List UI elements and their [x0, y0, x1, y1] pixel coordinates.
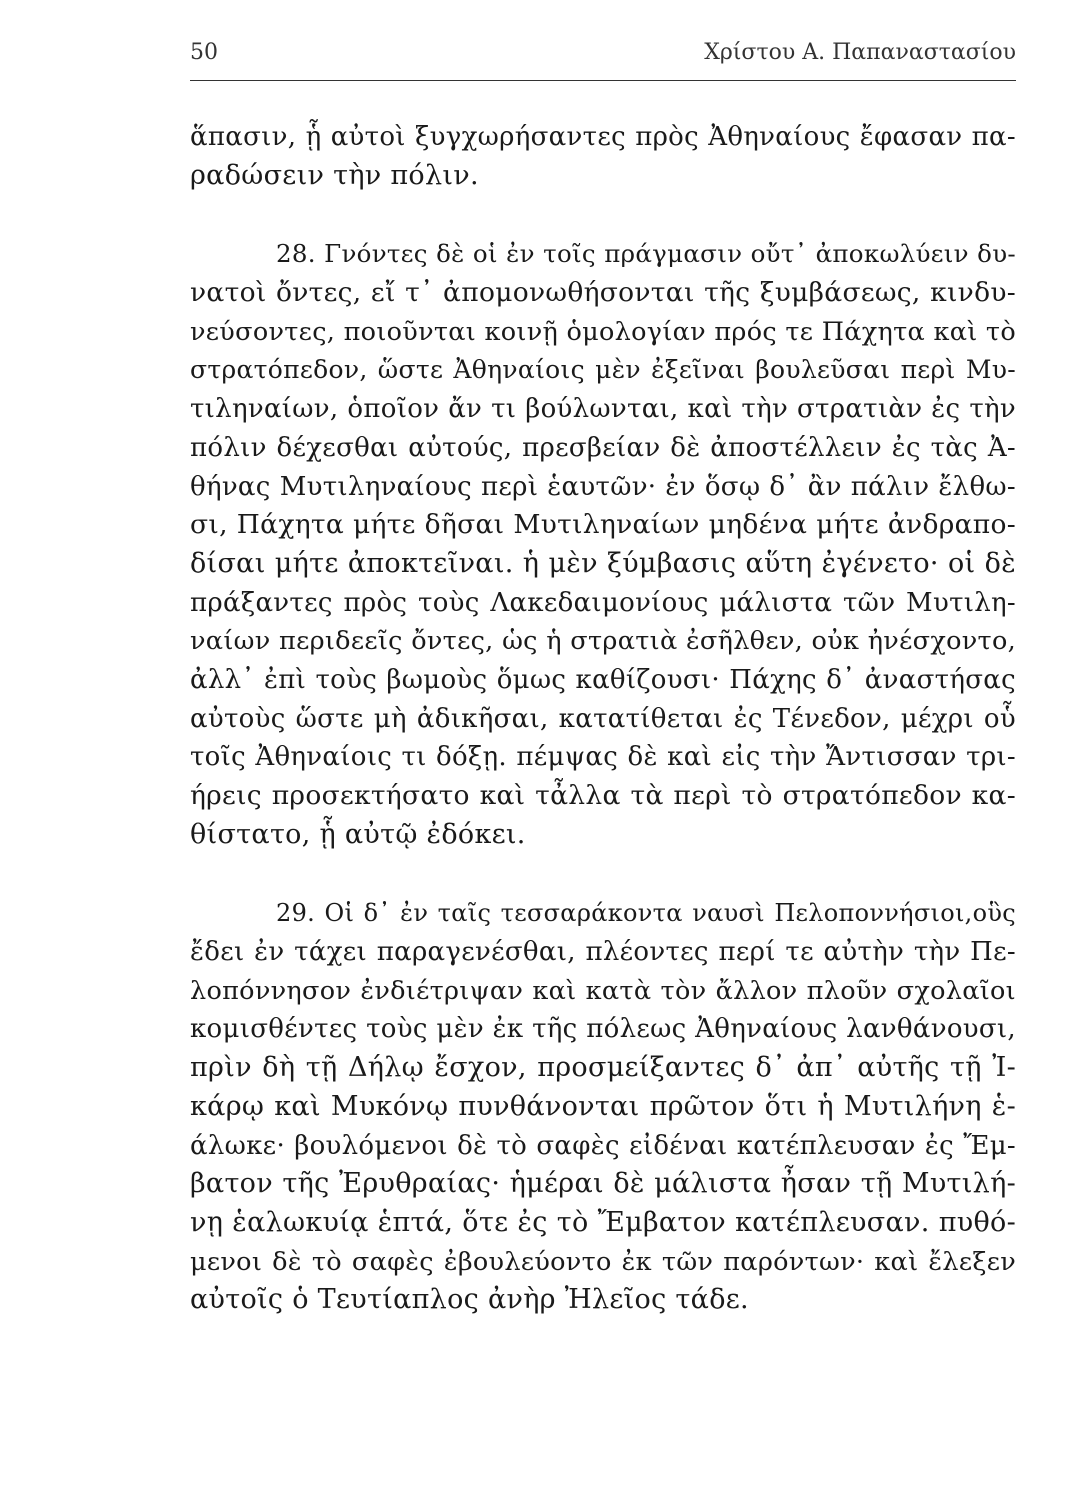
running-title: Χρίστου Α. Παπαναστασίου — [704, 40, 1016, 65]
text-body — [190, 118, 1016, 1360]
text-line: ναίων περιδεεῖς ὄντες, ὡς ἡ στρατιὰ ἐσῆλθεν, οὐκ ἠνέσχοντο, — [190, 626, 1016, 657]
text-line: μενοι δὲ τὸ σαφὲς ἐβουλεύοντο ἐκ τῶν παρόντων· καὶ ἔλεξεν — [190, 1246, 1016, 1277]
paragraph-section-28 — [190, 235, 1016, 854]
text-line: πράξαντες πρὸς τοὺς Λακεδαιμονίους μάλιστα τῶν Μυτιλη- — [190, 587, 1016, 618]
text-line: άλωκε· βουλόμενοι δὲ τὸ σαφὲς εἰδέναι κατέπλευσαν ἐς Ἔμ- — [190, 1130, 1016, 1161]
text-line: ραδώσειν τὴν πόλιν. — [190, 159, 479, 191]
page-header — [190, 40, 1016, 81]
text-line: θήνας Μυτιληναίους περὶ ἑαυτῶν· ἐν ὅσῳ δ᾽ ἂν πάλιν ἔλθω- — [190, 471, 1016, 502]
text-line: κάρῳ καὶ Μυκόνῳ πυνθάνονται πρῶτον ὅτι ἡ Μυτιλήνη ἑ- — [190, 1090, 1016, 1122]
text-line: σι, Πάχητα μήτε δῆσαι Μυτιληναίων μηδένα μήτε ἀνδραπο- — [190, 509, 1016, 541]
text-line: 29. Οἱ δ᾽ ἐν ταῖς τεσσαράκοντα ναυσὶ Πελοποννήσιοι,οὓς — [276, 899, 1016, 928]
text-line: ήρεις προσεκτήσατο καὶ τἆλλα τὰ περὶ τὸ στρατόπεδον κα- — [190, 780, 1016, 811]
text-line: τοῖς Ἀθηναίοις τι δόξῃ. πέμψας δὲ καὶ εἰς τὴν Ἄντισσαν τρι- — [190, 742, 1016, 773]
text-line: αὐτοῖς ὁ Τευτίαπλος ἀνὴρ Ἠλεῖος τάδε. — [190, 1284, 749, 1316]
text-line: βατον τῆς Ἐρυθραίας· ἡμέραι δὲ μάλιστα ἦσαν τῇ Μυτιλή- — [190, 1168, 1016, 1200]
text-line: νατοὶ ὄντες, εἴ τ᾽ ἀπομονωθήσονται τῆς ξυμβάσεως, κινδυ- — [190, 277, 1016, 309]
text-line: νῃ ἑαλωκυίᾳ ἑπτά, ὅτε ἐς τὸ Ἔμβατον κατέπλευσαν. πυθό- — [190, 1206, 1016, 1238]
text-line: ἀλλ᾽ ἐπὶ τοὺς βωμοὺς ὅμως καθίζουσι· Πάχης δ᾽ ἀναστήσας — [190, 664, 1016, 695]
text-line: τιληναίων, ὁποῖον ἄν τι βούλωνται, καὶ τὴν στρατιὰν ἐς τὴν — [190, 394, 1016, 425]
text-line: στρατόπεδον, ὥστε Ἀθηναίοις μὲν ἐξεῖναι βουλεῦσαι περὶ Μυ- — [190, 355, 1016, 385]
text-line: ἅπασιν, ᾗ αὐτοὶ ξυγχωρήσαντες πρὸς Ἀθηναίους ἔφασαν πα- — [190, 122, 1016, 152]
text-line: ἔδει ἐν τάχει παραγενέσθαι, πλέοντες περί τε αὐτὴν τὴν Πε- — [190, 937, 1016, 968]
text-line: πόλιν δέχεσθαι αὐτούς, πρεσβείαν δὲ ἀποστέλλειν ἐς τὰς Ἀ- — [190, 432, 1016, 463]
paragraph-section-29 — [190, 894, 1016, 1320]
text-line: κομισθέντες τοὺς μὲν ἐκ τῆς πόλεως Ἀθηναίους λανθάνουσι, — [190, 1014, 1016, 1045]
text-line: θίστατο, ᾗ αὐτῷ ἐδόκει. — [190, 818, 526, 850]
text-line: δίσαι μήτε ἀποκτεῖναι. ἡ μὲν ξύμβασις αὕτη ἐγένετο· οἱ δὲ — [190, 547, 1016, 579]
text-line: 28. Γνόντες δὲ οἱ ἐν τοῖς πράγμασιν οὔτ᾽ ἀποκωλύειν δυ- — [276, 239, 1016, 269]
page-number: 50 — [190, 40, 218, 65]
text-line: λοπόννησον ἐνδιέτριψαν καὶ κατὰ τὸν ἄλλον πλοῦν σχολαῖοι — [190, 975, 1016, 1006]
paragraph-continuation — [190, 118, 1016, 195]
text-line: πρὶν δὴ τῇ Δήλῳ ἔσχον, προσμείξαντες δ᾽ ἀπ᾽ αὐτῆς τῇ Ἰ- — [190, 1052, 1016, 1084]
text-line: αὐτοὺς ὥστε μὴ ἀδικῆσαι, κατατίθεται ἐς Τένεδον, μέχρι οὗ — [190, 703, 1016, 734]
text-line: νεύσοντες, ποιοῦνται κοινῇ ὁμολογίαν πρός τε Πάχητα καὶ τὸ — [190, 316, 1016, 347]
